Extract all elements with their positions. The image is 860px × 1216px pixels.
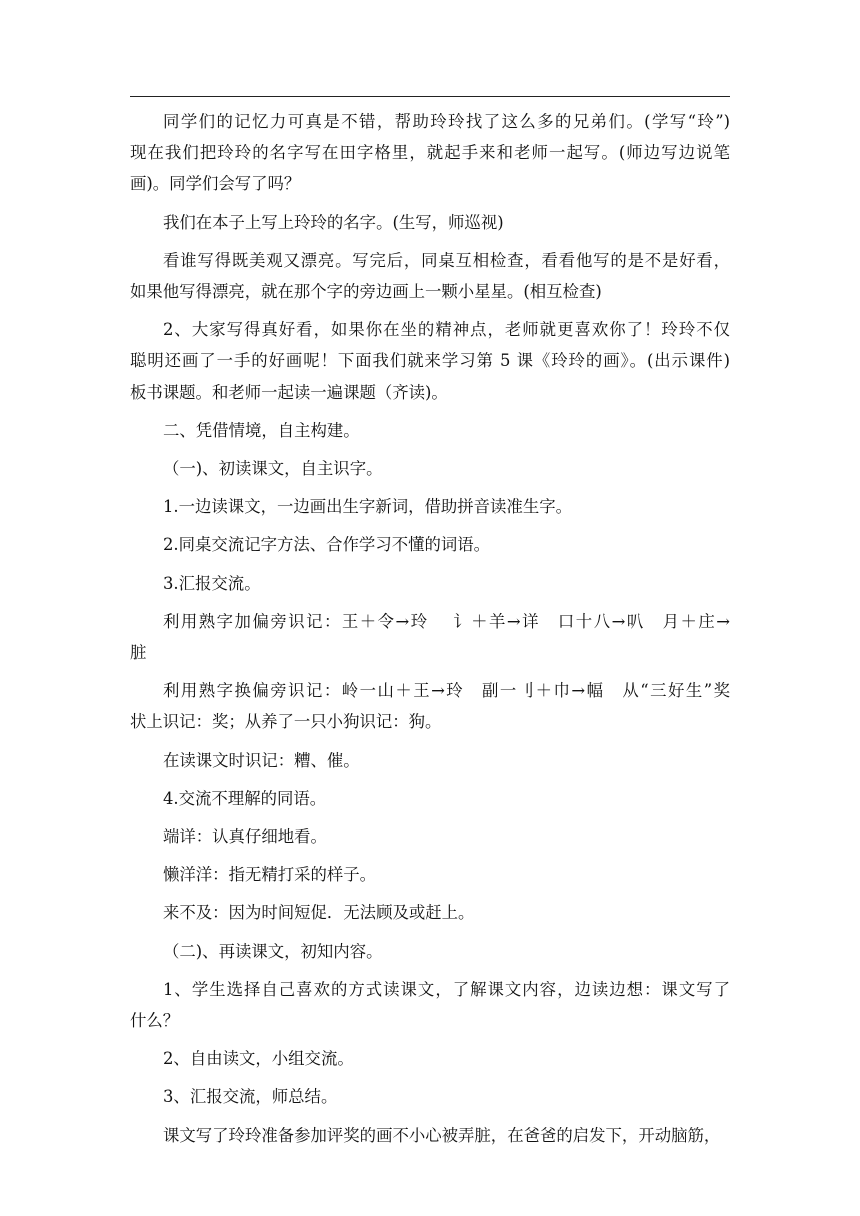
paragraph-line: 来不及：因为时间短促．无法顾及或赶上。	[163, 903, 475, 923]
paragraph-line: 2、大家写得真好看，如果你在坐的精神点，老师就更喜欢你了！玲玲不仅	[163, 320, 730, 340]
paragraph-line: 脏	[130, 643, 147, 663]
paragraph-line: 利用熟字换偏旁识记：岭一山＋王→玲 副一刂＋巾→幅 从“三好生”奖	[163, 681, 730, 701]
paragraph	[130, 974, 730, 1036]
paragraph	[130, 491, 730, 522]
paragraph-line: （二)、再读课文，初知内容。	[163, 941, 383, 961]
paragraph	[130, 606, 730, 668]
paragraph	[130, 897, 730, 928]
paragraph-line: 1、学生选择自己喜欢的方式读课文，了解课文内容，边读边想：课文写了	[163, 979, 730, 999]
paragraph-line: 如果他写得漂亮，就在那个字的旁边画上一颗小星星。(相互检查)	[130, 282, 602, 302]
paragraph	[130, 106, 730, 200]
paragraph-line: 现在我们把玲玲的名字写在田字格里，就起手来和老师一起写。(师边写边说笔	[130, 143, 730, 163]
paragraph-line: （一)、初读课文，自主识字。	[163, 459, 383, 479]
paragraph	[130, 821, 730, 852]
paragraph	[130, 245, 730, 307]
paragraph-line: 在读课文时识记：糟、催。	[163, 750, 360, 770]
paragraph-line: 板书课题。和老师一起读一遍课题（齐读)。	[130, 382, 448, 402]
paragraph-line: 我们在本子上写上玲玲的名字。(生写，师巡视)	[163, 212, 504, 232]
paragraph-line: 端详：认真仔细地看。	[163, 827, 327, 847]
paragraph-line: 课文写了玲玲准备参加评奖的画不小心被弄脏，在爸爸的启发下，开动脑筋，	[163, 1125, 721, 1145]
paragraph	[130, 207, 730, 238]
paragraph	[130, 529, 730, 560]
paragraph-line: 2、自由读文，小组交流。	[163, 1049, 354, 1069]
paragraph-line: 同学们的记忆力可真是不错，帮助玲玲找了这么多的兄弟们。(学写“玲”)	[163, 112, 730, 131]
paragraph	[130, 675, 730, 737]
paragraph-line: 4.交流不理解的同语。	[163, 788, 327, 808]
paragraph	[130, 1043, 730, 1074]
paragraph	[130, 859, 730, 890]
document-body	[130, 106, 730, 1151]
paragraph-line: 3、汇报交流，师总结。	[163, 1087, 338, 1107]
paragraph	[130, 453, 730, 484]
paragraph	[130, 1120, 730, 1151]
paragraph-line: 什么？	[130, 1011, 180, 1031]
paragraph	[130, 936, 730, 967]
header-rule	[130, 96, 730, 97]
paragraph	[130, 314, 730, 408]
paragraph	[130, 415, 730, 446]
paragraph-line: 3.汇报交流。	[163, 573, 261, 593]
paragraph	[130, 783, 730, 814]
paragraph	[130, 1081, 730, 1112]
paragraph	[130, 568, 730, 599]
paragraph-line: 利用熟字加偏旁识记：王＋令→玲 讠＋羊→详 口十八→叭 月＋庄→	[163, 611, 730, 631]
paragraph-line: 看谁写得既美观又漂亮。写完后，同桌互相检查，看看他写的是不是好看，	[163, 250, 730, 270]
paragraph-line: 1.一边读课文，一边画出生字新词，借助拼音读准生字。	[163, 497, 573, 517]
paragraph-line: 聪明还画了一手的好画呢！下面我们就来学习第 5 课《玲玲的画》。(出示课件)	[130, 351, 730, 371]
paragraph-line: 画)。同学们会写了吗？	[130, 174, 301, 194]
paragraph-line: 状上识记：奖；从养了一只小狗识记：狗。	[130, 712, 442, 732]
paragraph	[130, 745, 730, 776]
paragraph-line: 2.同桌交流记字方法、合作学习不懂的词语。	[163, 535, 491, 555]
paragraph-line: 懒洋洋：指无精打采的样子。	[163, 865, 377, 885]
paragraph-line: 二、凭借情境，自主构建。	[163, 420, 360, 440]
